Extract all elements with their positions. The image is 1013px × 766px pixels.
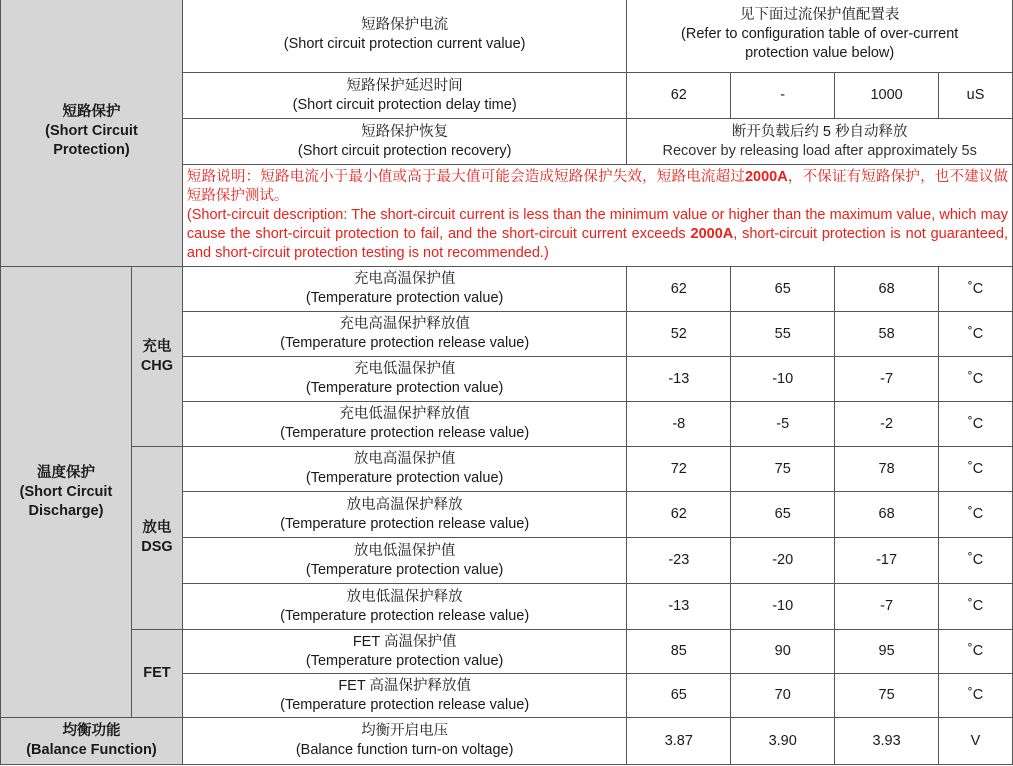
group-label-en: DSG (141, 539, 173, 555)
typ-value: -5 (731, 402, 835, 447)
param-name-en: (Short circuit protection recovery) (297, 142, 512, 159)
typ-value: 90 (731, 630, 835, 674)
typ-value: 65 (731, 492, 835, 538)
group-chg (131, 267, 182, 447)
min-value: -8 (627, 402, 731, 447)
category-label-en: (Short Circuit Discharge) (19, 483, 113, 519)
note-en: (Short-circuit description: The short-circuit current is less than the minimum value or higher than the maximum value, which may cause the short-circuit protection to fail, and the short-circuit current exceeds 2000A, short-circuit protection is not guaranteed, and short-circuit protection testing is not recommended.) (186, 207, 1009, 261)
typ-value: 65 (731, 267, 835, 312)
group-label-en: CHG (140, 357, 174, 374)
max-value: 95 (835, 630, 939, 674)
typ-value: -20 (731, 538, 835, 584)
unit-value: ˚C (939, 584, 1013, 630)
max-value: 58 (835, 312, 939, 357)
table-row (1, 447, 1013, 492)
group-label-zh: 放电 (142, 520, 172, 536)
value-span-cell (627, 0, 1013, 73)
min-value: 62 (627, 267, 731, 312)
category-label-zh: 温度保护 (36, 464, 95, 481)
param-cell: 充电高温保护值 (Temperature protection value) (182, 267, 626, 312)
min-value: -13 (627, 584, 731, 630)
unit-value: ˚C (939, 312, 1013, 357)
unit-value: ˚C (939, 447, 1013, 492)
category-label-zh: 均衡功能 (62, 723, 121, 739)
note-zh-highlight: 2000A (744, 169, 788, 185)
typ-value: - (731, 73, 835, 119)
min-value: 62 (627, 492, 731, 538)
min-value: 62 (627, 73, 731, 119)
param-cell: 放电高温保护值 (Temperature protection value) (182, 447, 626, 492)
min-value: 72 (627, 447, 731, 492)
category-label-zh: 短路保护 (62, 104, 121, 120)
table-row (1, 267, 1013, 312)
typ-value: -10 (731, 357, 835, 402)
max-value: 1000 (835, 73, 939, 119)
max-value: -7 (835, 584, 939, 630)
param-cell: 充电高温保护释放值 (Temperature protection release value) (182, 312, 626, 357)
typ-value: 70 (731, 674, 835, 718)
min-value: 65 (627, 674, 731, 718)
param-cell: FET 高温保护值 (Temperature protection value) (182, 630, 626, 674)
group-fet (131, 630, 182, 718)
unit-value: ˚C (939, 630, 1013, 674)
param-cell: 放电低温保护值 (Temperature protection value) (182, 538, 626, 584)
param-cell (182, 119, 626, 165)
value-text-zh: 断开负载后约 5 秒自动释放 (731, 123, 908, 140)
param-cell (182, 0, 626, 73)
category-balance (1, 718, 183, 765)
param-cell: 充电低温保护释放值 (Temperature protection release value) (182, 402, 626, 447)
param-cell: 放电高温保护释放 (Temperature protection release value) (182, 492, 626, 538)
typ-value: 55 (731, 312, 835, 357)
param-name-en: (Short circuit protection current value) (283, 35, 526, 52)
typ-value: -10 (731, 584, 835, 630)
table-row (1, 630, 1013, 674)
unit-value: ˚C (939, 674, 1013, 718)
group-label-zh: 充电 (142, 338, 172, 355)
min-value: 3.87 (627, 718, 731, 765)
row-sc-current (1, 0, 1013, 73)
category-temperature (1, 267, 132, 718)
group-label-en: FET (143, 665, 171, 681)
value-text-en: Recover by releasing load after approximately 5s (662, 142, 977, 159)
unit-value: ˚C (939, 492, 1013, 538)
category-short-circuit (1, 0, 183, 267)
unit-value: V (939, 718, 1013, 765)
typ-value: 3.90 (731, 718, 835, 765)
category-label-en: (Short Circuit Protection) (45, 123, 138, 158)
max-value: 75 (835, 674, 939, 718)
min-value: -23 (627, 538, 731, 584)
note-zh: 短路说明：短路电流小于最小值或高于最大值可能会造成短路保护失效，短路电流超过2000A，不保证有短路保护，也不建议做短路保护测试。 (186, 169, 1009, 204)
param-cell: FET 高温保护释放值 (Temperature protection release value) (182, 674, 626, 718)
max-value: 68 (835, 492, 939, 538)
max-value: 3.93 (835, 718, 939, 765)
row-balance (1, 718, 1013, 765)
unit-value: ˚C (939, 538, 1013, 584)
param-cell (182, 73, 626, 119)
note-en-highlight: 2000A (690, 226, 734, 242)
category-label-en: (Balance Function) (26, 742, 157, 758)
short-circuit-note (182, 165, 1012, 267)
param-cell: 均衡开启电压 (Balance function turn-on voltage) (182, 718, 626, 765)
param-name-zh: 短路保护电流 (361, 16, 449, 33)
max-value: 68 (835, 267, 939, 312)
max-value: -2 (835, 402, 939, 447)
min-value: 85 (627, 630, 731, 674)
param-name-zh: 短路保护延迟时间 (346, 77, 463, 94)
group-dsg (131, 447, 182, 630)
min-value: -13 (627, 357, 731, 402)
value-text-en: (Refer to configuration table of over-current protection value below) (681, 26, 959, 61)
value-text-zh: 见下面过流保护值配置表 (739, 7, 900, 23)
unit-value: ˚C (939, 402, 1013, 447)
unit-value: ˚C (939, 267, 1013, 312)
param-name-en: (Short circuit protection delay time) (292, 96, 517, 113)
unit-value: uS (939, 73, 1013, 119)
param-cell: 充电低温保护值 (Temperature protection value) (182, 357, 626, 402)
param-cell: 放电低温保护释放 (Temperature protection release value) (182, 584, 626, 630)
max-value: -7 (835, 357, 939, 402)
typ-value: 75 (731, 447, 835, 492)
unit-value: ˚C (939, 357, 1013, 402)
max-value: 78 (835, 447, 939, 492)
min-value: 52 (627, 312, 731, 357)
value-span-cell (627, 119, 1013, 165)
param-name-zh: 短路保护恢复 (361, 123, 449, 140)
max-value: -17 (835, 538, 939, 584)
